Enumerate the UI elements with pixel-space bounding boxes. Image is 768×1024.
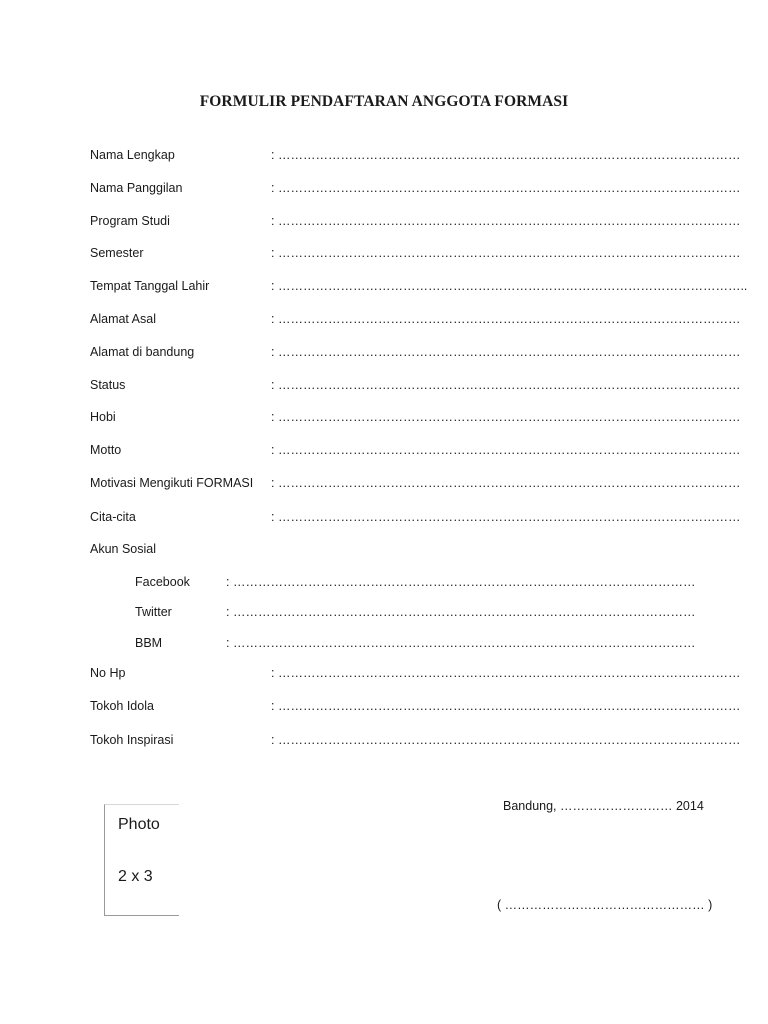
field-label: Nama Lengkap: [90, 148, 175, 162]
social-field-twitter: [135, 603, 696, 621]
form-field-no-hp: [90, 664, 741, 682]
field-label: Semester: [90, 246, 144, 260]
field-label: Twitter: [135, 605, 172, 619]
social-field-bbm: [135, 634, 696, 652]
field-blank: : …………………………………………………………………………………………………: [226, 636, 696, 650]
field-label: Tokoh Inspirasi: [90, 733, 174, 747]
form-field-motivasi: [90, 474, 741, 492]
field-blank: : …………………………………………………………………………………………………: [271, 666, 741, 680]
field-blank: : …………………………………………………………………………………………………: [271, 476, 741, 490]
form-field-tokoh-idola: [90, 697, 741, 715]
field-blank: : …………………………………………………………………………………………………: [226, 575, 696, 589]
field-label: Program Studi: [90, 214, 170, 228]
form-field-alamat-asal: [90, 310, 741, 328]
field-blank: : …………………………………………………………………………………………………: [271, 214, 741, 228]
form-field-status: [90, 376, 741, 394]
form-field-program-studi: [90, 212, 741, 230]
field-blank: : …………………………………………………………………………………………………: [271, 345, 741, 359]
field-blank: : …………………………………………………………………………………………………..: [271, 279, 748, 293]
form-title: FORMULIR PENDAFTARAN ANGGOTA FORMASI: [199, 93, 569, 110]
photo-box: [104, 804, 179, 916]
form-field-akun-sosial: [90, 540, 690, 558]
field-label: Nama Panggilan: [90, 181, 183, 195]
field-blank: : …………………………………………………………………………………………………: [271, 510, 741, 524]
field-blank: : …………………………………………………………………………………………………: [271, 733, 741, 747]
form-field-tokoh-inspirasi: [90, 731, 741, 749]
field-blank: : …………………………………………………………………………………………………: [271, 181, 741, 195]
field-label: Motto: [90, 443, 122, 457]
form-field-hobi: [90, 408, 741, 426]
form-field-alamat-di-bandung: [90, 343, 741, 361]
field-label: Status: [90, 378, 126, 392]
photo-label: Photo: [118, 816, 160, 833]
field-blank: : …………………………………………………………………………………………………: [271, 246, 741, 260]
form-field-motto: [90, 441, 741, 459]
place-date: Bandung, ……………………… 2014: [503, 799, 704, 813]
field-blank: : …………………………………………………………………………………………………: [271, 378, 741, 392]
field-label: Hobi: [90, 410, 116, 424]
field-blank: : …………………………………………………………………………………………………: [271, 699, 741, 713]
field-blank: : …………………………………………………………………………………………………: [271, 443, 741, 457]
form-field-semester: [90, 244, 741, 262]
form-field-tempat-tanggal-lahir: [90, 277, 748, 295]
field-label: Tempat Tanggal Lahir: [90, 279, 210, 293]
field-blank: : …………………………………………………………………………………………………: [226, 605, 696, 619]
form-field-nama-panggilan: [90, 179, 741, 197]
field-label: Alamat di bandung: [90, 345, 195, 359]
photo-size-label: 2 x 3: [118, 868, 153, 885]
field-label: Motivasi Mengikuti FORMASI: [90, 476, 254, 490]
field-label: Tokoh Idola: [90, 699, 154, 713]
field-label: No Hp: [90, 666, 126, 680]
field-label: Facebook: [135, 575, 190, 589]
field-label: Alamat Asal: [90, 312, 157, 326]
field-blank: : …………………………………………………………………………………………………: [271, 148, 741, 162]
field-label: BBM: [135, 636, 163, 650]
form-field-nama-lengkap: [90, 146, 741, 164]
social-field-facebook: [135, 573, 696, 591]
signature-line: ( ………………………………………… ): [497, 898, 713, 912]
field-blank: : …………………………………………………………………………………………………: [271, 312, 741, 326]
field-blank: : …………………………………………………………………………………………………: [271, 410, 741, 424]
field-label: Akun Sosial: [90, 542, 157, 556]
form-field-cita-cita: [90, 508, 741, 526]
field-label: Cita-cita: [90, 510, 136, 524]
